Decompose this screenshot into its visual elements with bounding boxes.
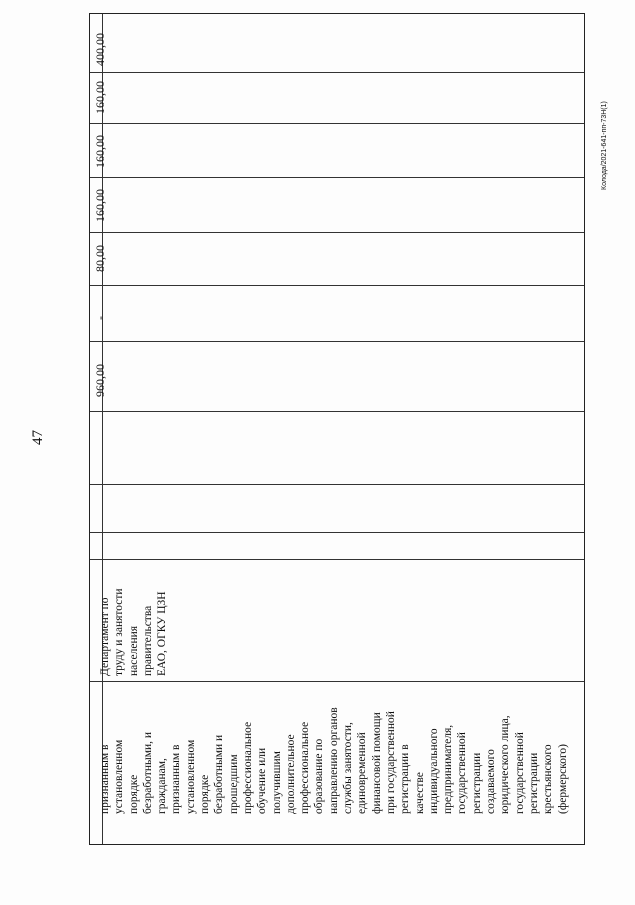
description-line: регистрации <box>470 752 483 814</box>
description-line: предпринимателя, <box>442 724 455 814</box>
description-line: обучение или <box>256 747 269 814</box>
value-cell: 960,00 <box>93 364 107 397</box>
description-line: гражданам, <box>156 758 169 814</box>
description-line: единовременной <box>356 732 369 814</box>
description-line: безработными, и <box>141 731 154 814</box>
budget-table <box>89 13 585 845</box>
description-line: крестьянского <box>542 744 555 814</box>
executor-line: правительства <box>141 605 154 676</box>
executor-line: ЕАО, ОГКУ ЦЗН <box>156 591 169 676</box>
description-line: финансовой помощи <box>370 712 383 814</box>
description-line: дополнительное <box>284 734 297 814</box>
column-divider <box>90 484 584 485</box>
description-line: установленном <box>184 739 197 814</box>
footer-code: Колода/2021-641-пп-73Н(1) <box>601 101 608 190</box>
description-line: порядке <box>199 774 212 814</box>
description-line: безработными и <box>213 734 226 814</box>
executor-line: труду и занятости <box>113 588 126 676</box>
description-line: (фермерского) <box>556 744 569 814</box>
column-divider <box>90 177 584 178</box>
description-line: направлению органов <box>327 707 340 814</box>
value-cell: 80,00 <box>93 245 107 272</box>
description-line: установленном <box>113 739 126 814</box>
value-cell: 400,00 <box>93 33 107 66</box>
value-cell: 160,00 <box>93 135 107 168</box>
executor-cell <box>98 588 169 676</box>
column-divider <box>90 532 584 533</box>
value-cell: 160,00 <box>93 189 107 222</box>
executor-line: населения <box>127 625 140 676</box>
description-line: индивидуального <box>427 728 440 814</box>
value-cell: 160,00 <box>93 81 107 114</box>
description-line: порядке <box>127 774 140 814</box>
description-line: качестве <box>413 772 426 814</box>
description-line: юридического лица, <box>499 715 512 814</box>
page-number: 47 <box>30 430 46 445</box>
description-line: профессиональное <box>299 721 312 814</box>
column-divider <box>90 559 584 560</box>
description-line: государственной <box>456 732 469 814</box>
column-divider <box>90 72 584 73</box>
description-line: признанным в <box>99 744 111 814</box>
column-divider <box>90 411 584 412</box>
column-divider <box>90 341 584 342</box>
column-divider <box>90 681 584 682</box>
description-line: службы занятости, <box>342 722 355 814</box>
column-divider <box>90 123 584 124</box>
description-line: создаваемого <box>485 749 498 814</box>
value-cell: - <box>93 316 107 320</box>
description-line: получившим <box>270 751 283 814</box>
description-line: при государственной <box>384 711 397 814</box>
description-line: признанным в <box>170 744 183 814</box>
executor-line: Департамент по <box>99 597 111 676</box>
description-cell <box>98 707 570 814</box>
column-divider <box>90 285 584 286</box>
description-line: прошедшим <box>227 754 240 814</box>
description-line: образование по <box>313 738 326 814</box>
description-line: регистрации в <box>399 744 412 814</box>
description-line: регистрации <box>527 752 540 814</box>
column-divider <box>90 232 584 233</box>
description-line: профессиональное <box>241 721 254 814</box>
description-line: государственной <box>513 732 526 814</box>
